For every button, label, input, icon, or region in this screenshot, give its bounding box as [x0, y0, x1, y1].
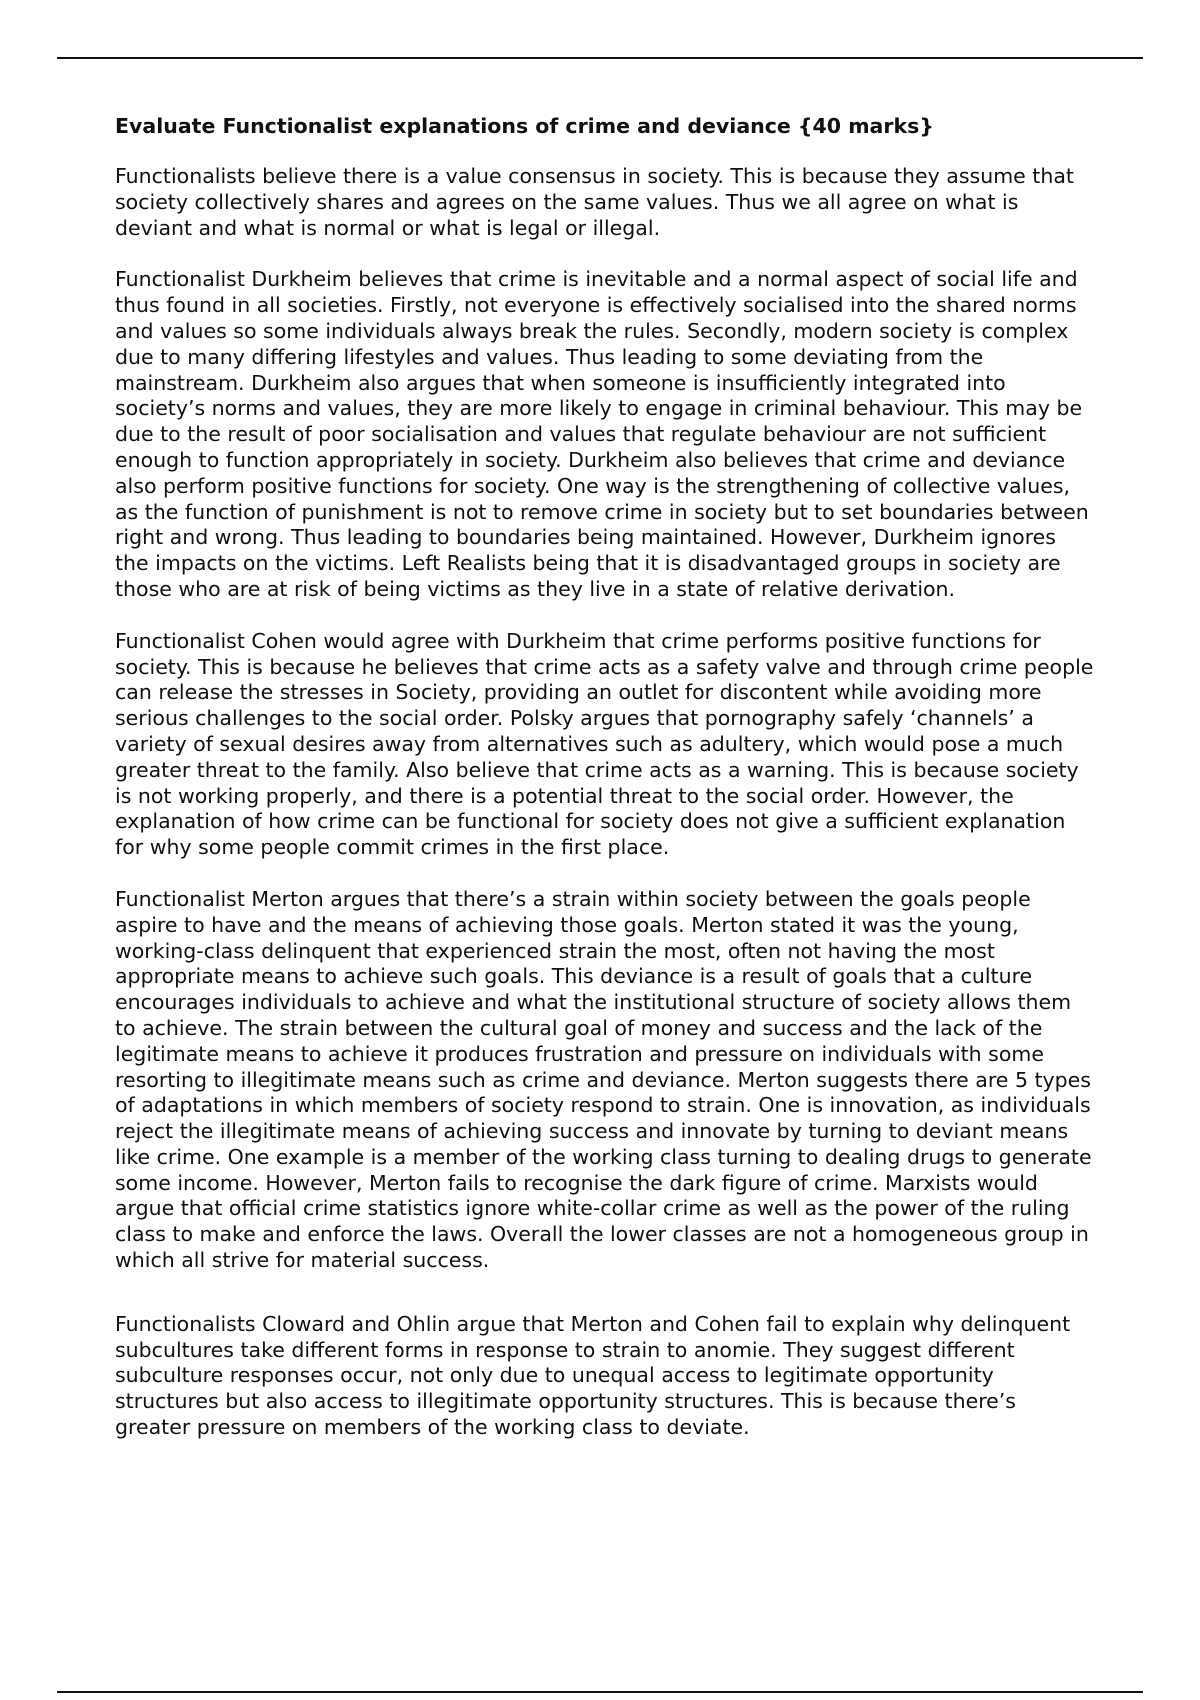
top-rule [57, 57, 1143, 59]
bottom-rule [57, 1691, 1143, 1693]
document-body [115, 110, 1095, 1467]
paragraph-durkheim: Functionalist Durkheim believes that crime is inevitable and a normal aspect of social life and thus found in all societies. Firstly, not everyone is effectively socialised into the shared norms and values so some individuals always break the rules. Secondly, modern society is complex due to many differing lifestyles and values. Thus leading to some deviating from the mainstream. Durkheim also argues that when someone is insufficiently integrated into society’s norms and values, they are more likely to engage in criminal behaviour. This may be due to the result of poor socialisation and values that regulate behaviour are not sufficient enough to function appropriately in society. Durkheim also believes that crime and deviance also perform positive functions for society. One way is the strengthening of collective values, as the function of punishment is not to remove crime in society but to set boundaries between right and wrong. Thus leading to boundaries being maintained. However, Durkheim ignores the impacts on the victims. Left Realists being that it is disadvantaged groups in society are those who are at risk of being victims as they live in a state of relative derivation. [115, 267, 1089, 601]
paragraph-cohen: Functionalist Cohen would agree with Durkheim that crime performs positive functions for society. This is because he believes that crime acts as a safety valve and through crime people can release the stresses in Society, providing an outlet for discontent while avoiding more serious challenges to the social order. Polsky argues that pornography safely ‘channels’ a variety of sexual desires away from alternatives such as adultery, which would pose a much greater threat to the family. Also believe that crime acts as a warning. This is because society is not working properly, and there is a potential threat to the social order. However, the explanation of how crime can be functional for society does not give a sufficient explanation for why some people commit crimes in the first place. [115, 628, 1094, 860]
essay-title: Evaluate Functionalist explanations of crime and deviance {40 marks} [115, 114, 934, 138]
paragraph-value-consensus: Functionalists believe there is a value consensus in society. This is because they assume that society collectively shares and agrees on the same values. Thus we all agree on what is deviant and what is normal or what is legal or illegal. [115, 164, 1074, 240]
paragraph-cloward-ohlin: Functionalists Cloward and Ohlin argue that Merton and Cohen fail to explain why delinquent subcultures take different forms in response to strain to anomie. They suggest different subculture responses occur, not only due to unequal access to legitimate opportunity structures but also access to illegitimate opportunity structures. This is because there’s greater pressure on members of the working class to deviate. [115, 1311, 1071, 1440]
paragraph-merton: Functionalist Merton argues that there’s a strain within society between the goals people aspire to have and the means of achieving those goals. Merton stated it was the young, working-class delinquent that experienced strain the most, often not having the most appropriate means to achieve such goals. This deviance is a result of goals that a culture encourages individuals to achieve and what the institutional structure of society allows them to achieve. The strain between the cultural goal of money and success and the lack of the legitimate means to achieve it produces frustration and pressure on individuals with some resorting to illegitimate means such as crime and deviance. Merton suggests there are 5 types of adaptations in which members of society respond to strain. One is innovation, as individuals reject the illegitimate means of achieving success and innovate by turning to deviant means like crime. One example is a member of the working class turning to dealing drugs to generate some income. However, Merton fails to recognise the dark figure of crime. Marxists would argue that official crime statistics ignore white-collar crime as well as the power of the ruling class to make and enforce the laws. Overall the lower classes are not a homogeneous group in which all strive for material success. [115, 886, 1092, 1273]
